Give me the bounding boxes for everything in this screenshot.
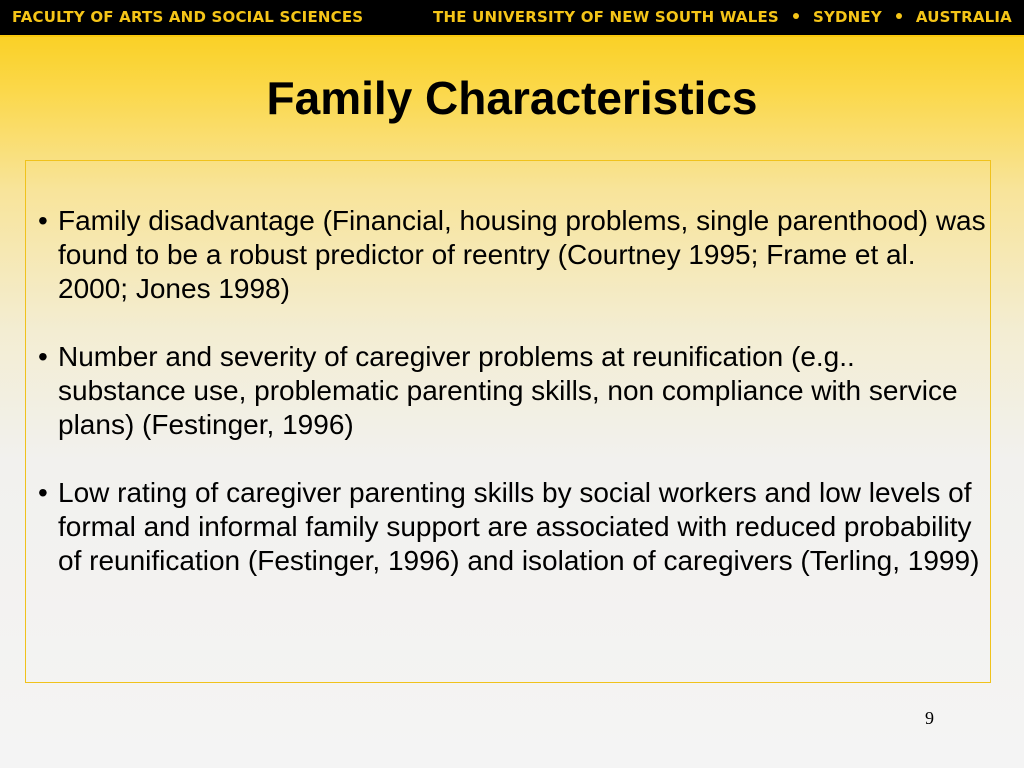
page-number: 9 — [925, 708, 934, 728]
bullet-text: Low rating of caregiver parenting skills by social workers and low levels of formal and informal family support are associated with reduced probability of reunification (Festinger, 1996) and isolation of caregivers (Terling, 1999) — [58, 477, 980, 576]
bullet-text: Family disadvantage (Financial, housing problems, single parenthood) was found to be a robust predictor of reentry (Courtney 1995; Frame et al. 2000; Jones 1998) — [58, 205, 986, 304]
university-name: THE UNIVERSITY OF NEW SOUTH WALES — [433, 8, 779, 26]
bullet-dot-icon: • — [38, 341, 48, 372]
university-label — [433, 8, 1012, 26]
bullet-item — [36, 476, 986, 578]
content-box — [25, 160, 991, 683]
bullet-text: Number and severity of caregiver problems at reunification (e.g.. substance use, problematic parenting skills, non compliance with service plans) (Festinger, 1996) — [58, 341, 958, 440]
bullet-dot-icon: • — [38, 205, 48, 236]
country-name: AUSTRALIA — [915, 8, 1012, 26]
header-bar — [0, 0, 1024, 37]
bullet-list — [36, 204, 986, 612]
slide-title: Family Characteristics — [266, 72, 758, 124]
bullet-dot-icon: • — [38, 477, 48, 508]
separator-dot-icon — [896, 13, 902, 19]
bullet-item — [36, 204, 986, 306]
bullet-item — [36, 340, 986, 442]
faculty-label: FACULTY OF ARTS AND SOCIAL SCIENCES — [12, 8, 364, 26]
city-name: SYDNEY — [812, 8, 882, 26]
separator-dot-icon — [793, 13, 799, 19]
